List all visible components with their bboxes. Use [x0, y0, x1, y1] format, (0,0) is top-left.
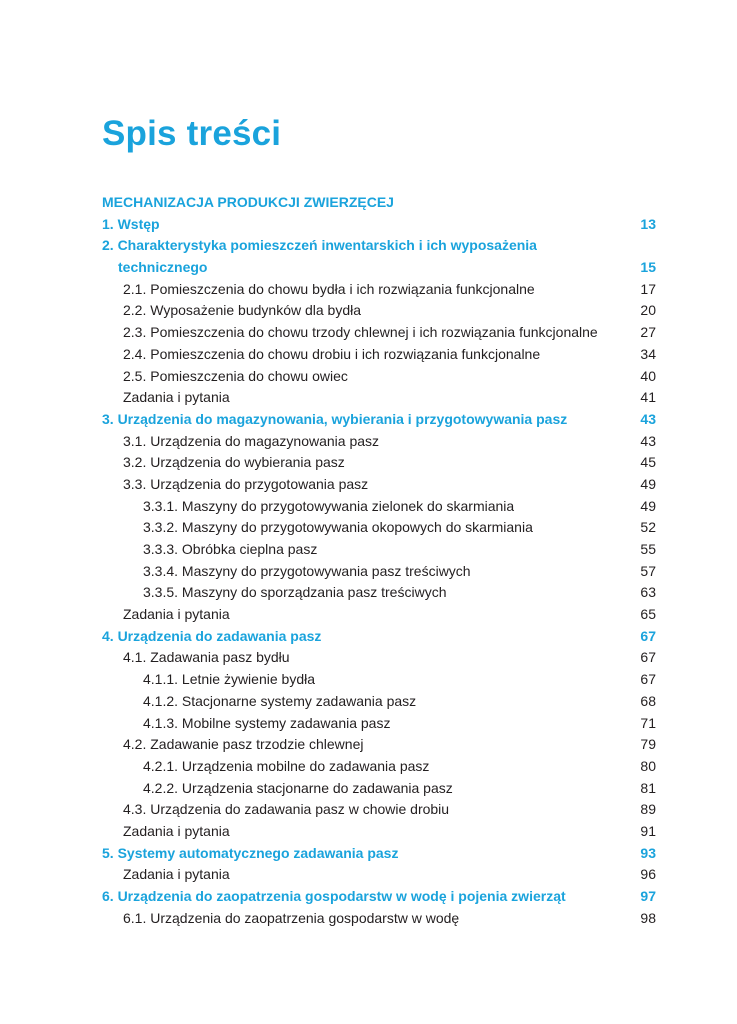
toc-page-number: 15 [640, 259, 656, 276]
toc-page-number: 67 [640, 627, 656, 644]
toc-page-number: 41 [640, 389, 656, 406]
toc-chapter-3[interactable] [102, 409, 656, 431]
toc-page-number: 80 [640, 757, 656, 774]
toc-section[interactable] [102, 734, 656, 756]
toc-subsection[interactable] [102, 539, 656, 561]
toc-page-number: 67 [640, 671, 656, 688]
toc-label: 3.3.2. Maszyny do przygotowywania okopowych do skarmiania [143, 519, 533, 536]
section-heading: MECHANIZACJA PRODUKCJI ZWIERZĘCEJ [102, 194, 394, 210]
toc-exercises[interactable] [102, 387, 656, 409]
toc-page-number: 27 [640, 324, 656, 341]
toc-page-number: 67 [640, 649, 656, 666]
toc-section[interactable] [102, 647, 656, 669]
toc-chapter-5[interactable] [102, 843, 656, 865]
toc-section[interactable] [102, 322, 656, 344]
toc-page-number: 68 [640, 692, 656, 709]
toc-label: 6.1. Urządzenia do zaopatrzenia gospodarstw w wodę [123, 909, 460, 926]
toc-label: Zadania i pytania [123, 822, 230, 839]
toc-subsection[interactable] [102, 691, 656, 713]
toc-label: 4.1.3. Mobilne systemy zadawania pasz [143, 714, 391, 731]
toc-label: 4.2.1. Urządzenia mobilne do zadawania pasz [143, 757, 430, 774]
page-title: Spis treści [102, 114, 282, 153]
toc-label: 2.5. Pomieszczenia do chowu owiec [123, 367, 348, 384]
toc-page-number: 57 [640, 562, 656, 579]
toc-chapter-6[interactable] [102, 886, 656, 908]
toc-label: 3.3.1. Maszyny do przygotowywania zielonek do skarmiania [143, 497, 515, 514]
toc-chapter-4[interactable] [102, 626, 656, 648]
toc-label: 2.2. Wyposażenie budynków dla bydła [123, 302, 362, 319]
toc-label: technicznego [118, 259, 208, 276]
toc-section[interactable] [102, 279, 656, 301]
toc-label: 4.1.2. Stacjonarne systemy zadawania pasz [143, 692, 417, 709]
toc-page-number: 34 [640, 345, 656, 362]
toc-section[interactable] [102, 431, 656, 453]
toc-chapter-2[interactable] [102, 235, 656, 257]
toc-page-number: 45 [640, 454, 656, 471]
toc-label: 3.3. Urządzenia do przygotowania pasz [123, 475, 369, 492]
toc-chapter-2-continued[interactable] [102, 257, 656, 279]
toc-label: 3.2. Urządzenia do wybierania pasz [123, 454, 345, 471]
toc-page-number: 55 [640, 541, 656, 557]
toc-exercises[interactable] [102, 604, 656, 626]
toc-page-number: 93 [640, 844, 656, 861]
toc-label: 2.4. Pomieszczenia do chowu drobiu i ich rozwiązania funkcjonalne [123, 345, 541, 362]
toc-page-number: 91 [640, 822, 656, 839]
toc-label: 2.1. Pomieszczenia do chowu bydła i ich rozwiązania funkcjonalne [123, 280, 535, 297]
toc-page-number: 71 [640, 714, 656, 731]
toc-subsection[interactable] [102, 582, 656, 604]
toc-label: 3.1. Urządzenia do magazynowania pasz [123, 432, 380, 449]
toc-section[interactable] [102, 474, 656, 496]
toc-section[interactable] [102, 344, 656, 366]
toc-chapter-1[interactable] [102, 214, 656, 236]
toc-page-number: 65 [640, 606, 656, 623]
toc-page-number: 63 [640, 584, 656, 601]
toc-subsection[interactable] [102, 713, 656, 735]
toc-subsection[interactable] [102, 669, 656, 691]
toc-label: 2. Charakterystyka pomieszczeń inwentarskich i ich wyposażenia [102, 237, 537, 254]
toc-subsection[interactable] [102, 778, 656, 800]
toc-page-number: 17 [640, 280, 656, 297]
toc-section[interactable] [102, 300, 656, 322]
toc-label: 4.2. Zadawanie pasz trzodzie chlewnej [123, 736, 364, 753]
toc-page-number: 43 [640, 410, 656, 427]
toc-page-number: 89 [640, 801, 656, 818]
toc-label: Zadania i pytania [123, 866, 230, 883]
table-of-contents [102, 192, 656, 929]
toc-page-number: 81 [640, 779, 656, 796]
toc-subsection[interactable] [102, 561, 656, 583]
toc-label: 2.3. Pomieszczenia do chowu trzody chlewnej i ich rozwiązania funkcjonalne [123, 324, 598, 341]
toc-page-number: 49 [640, 475, 656, 492]
toc-section[interactable] [102, 908, 656, 930]
toc-label: 5. Systemy automatycznego zadawania pasz [102, 844, 399, 861]
toc-page-number: 52 [640, 519, 656, 536]
toc-page-number: 43 [640, 432, 656, 449]
toc-subsection[interactable] [102, 517, 656, 539]
toc-page-number: 49 [640, 497, 656, 514]
toc-subsection[interactable] [102, 496, 656, 518]
toc-label: 4.1.1. Letnie żywienie bydła [143, 671, 315, 688]
toc-exercises[interactable] [102, 821, 656, 843]
toc-label: 3.3.3. Obróbka cieplna pasz [143, 541, 318, 557]
toc-label: 6. Urządzenia do zaopatrzenia gospodarstw w wodę i pojenia zwierząt [102, 888, 566, 904]
toc-label: 4.1. Zadawania pasz bydłu [123, 649, 290, 666]
toc-exercises[interactable] [102, 864, 656, 886]
toc-label: 3.3.5. Maszyny do sporządzania pasz treściwych [143, 584, 447, 601]
toc-page-number: 97 [640, 888, 656, 904]
toc-page-number: 98 [640, 909, 656, 926]
toc-label: 3. Urządzenia do magazynowania, wybierania i przygotowywania pasz [102, 410, 568, 427]
toc-page-number: 79 [640, 736, 656, 753]
toc-label: 4. Urządzenia do zadawania pasz [102, 627, 322, 644]
toc-label: Zadania i pytania [123, 389, 230, 406]
toc-page-number: 20 [640, 302, 656, 319]
toc-page-number: 13 [640, 215, 656, 232]
toc-section[interactable] [102, 799, 656, 821]
toc-section[interactable] [102, 452, 656, 474]
toc-label: 1. Wstęp [102, 215, 160, 232]
toc-subsection[interactable] [102, 756, 656, 778]
toc-label: 4.3. Urządzenia do zadawania pasz w chowie drobiu [123, 801, 450, 818]
toc-label: Zadania i pytania [123, 606, 230, 623]
toc-page-number: 96 [640, 866, 656, 883]
toc-section[interactable] [102, 366, 656, 388]
toc-page-number: 40 [640, 367, 656, 384]
toc-label: 3.3.4. Maszyny do przygotowywania pasz treściwych [143, 562, 471, 579]
toc-label: 4.2.2. Urządzenia stacjonarne do zadawania pasz [143, 779, 453, 796]
